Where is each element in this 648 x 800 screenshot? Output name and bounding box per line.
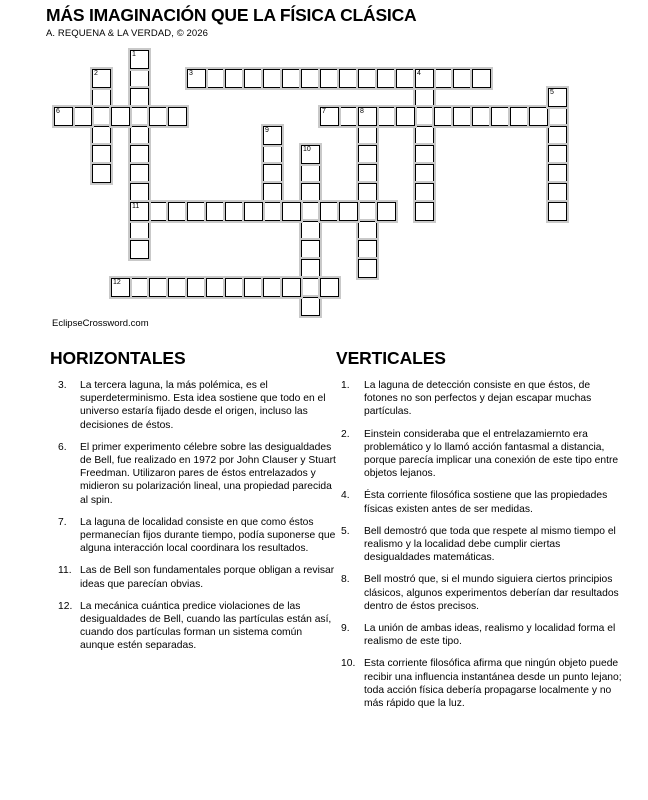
grid-cell[interactable] [415, 183, 434, 202]
grid-cell[interactable] [225, 202, 244, 221]
clue-item [336, 379, 626, 419]
grid-cell[interactable] [282, 69, 301, 88]
grid-cell[interactable] [510, 107, 529, 126]
across-clue-number: 12. [58, 600, 73, 612]
down-clue-text: Esta corriente filosófica afirma que ningún objeto puede recibir una influencia instantánea desde un punto lejano; toda acción física debería propagarse localmente y no más rápido que la luz. [364, 658, 622, 710]
cell-number: 7 [322, 108, 326, 115]
down-clue-text: Bell demostró que toda que respete al mismo tiempo el realismo y la localidad debe cumplir ciertas desigualdades matemáticas. [364, 525, 616, 564]
down-clue-number: 10. [341, 658, 356, 670]
grid-cell[interactable] [187, 202, 206, 221]
clue-item [50, 441, 336, 507]
grid-cell[interactable] [358, 221, 377, 240]
grid-cell[interactable] [339, 69, 358, 88]
grid-cell[interactable] [244, 202, 263, 221]
grid-cell[interactable] [130, 126, 149, 145]
grid-cell[interactable] [358, 202, 377, 221]
header [46, 6, 626, 39]
grid-cell[interactable] [130, 240, 149, 259]
grid-cell[interactable] [92, 107, 111, 126]
clue-item [50, 516, 336, 556]
grid-cell[interactable] [301, 240, 320, 259]
grid-cell[interactable] [377, 107, 396, 126]
grid-cell[interactable] [263, 145, 282, 164]
across-clue-number: 7. [58, 516, 67, 528]
across-clue-text: La tercera laguna, la más polémica, es el superdeterminismo. Esta idea sostiene que todo en el universo estaría fijado desde el origen, incluso las decisiones de éstos. [80, 380, 326, 431]
grid-cell[interactable] [301, 202, 320, 221]
grid-cell[interactable] [130, 107, 149, 126]
cell-number: 11 [132, 203, 140, 210]
grid-cell[interactable] [434, 69, 453, 88]
grid-cell[interactable] [548, 183, 567, 202]
grid-cell[interactable] [130, 202, 149, 221]
grid-cell[interactable] [282, 278, 301, 297]
clue-item [50, 600, 336, 653]
clue-item [336, 573, 626, 613]
cell-number: 6 [56, 108, 60, 115]
across-clue-number: 6. [58, 441, 67, 453]
clue-item [336, 489, 626, 515]
grid-cell[interactable] [339, 107, 358, 126]
grid-cell[interactable] [358, 183, 377, 202]
cell-number: 4 [417, 70, 421, 77]
grid-cell[interactable] [548, 126, 567, 145]
grid-cell[interactable] [130, 145, 149, 164]
grid-cell[interactable] [358, 240, 377, 259]
grid-cell[interactable] [415, 88, 434, 107]
down-clue-text: La unión de ambas ideas, realismo y localidad forma el realismo de este tipo. [364, 623, 616, 648]
grid-cell[interactable] [130, 50, 149, 69]
grid-cell[interactable] [130, 69, 149, 88]
across-clue-number: 3. [58, 380, 67, 391]
across-clue-text: El primer experimento célebre sobre las desigualdades de Bell, fue realizado en 1972 por John Clauser y Stuart Freedman. Utilizaron pares de éstos entrelazados y midieron su polarización lineal, una propiedad parecida al spin. [80, 441, 336, 506]
grid-cell[interactable] [92, 126, 111, 145]
grid-cell[interactable] [73, 107, 92, 126]
page-title: MÁS IMAGINACIÓN QUE LA FÍSICA CLÁSICA [46, 5, 417, 25]
grid-cell[interactable] [548, 107, 567, 126]
grid-cell[interactable] [225, 69, 244, 88]
down-clue-number: 9. [341, 623, 350, 635]
grid-cell[interactable] [548, 88, 567, 107]
grid-cell[interactable] [111, 107, 130, 126]
down-heading: VERTICALES [336, 348, 446, 368]
grid-cell[interactable] [168, 202, 187, 221]
grid-cell[interactable] [453, 107, 472, 126]
grid-cell[interactable] [92, 88, 111, 107]
grid-cell[interactable] [263, 202, 282, 221]
grid-cell[interactable] [320, 107, 339, 126]
grid-cell[interactable] [415, 202, 434, 221]
grid-cell[interactable] [358, 164, 377, 183]
down-clue-number: 8. [341, 574, 350, 586]
grid-cell[interactable] [396, 107, 415, 126]
clue-item [336, 622, 626, 648]
cell-number: 8 [360, 108, 364, 115]
down-clue-text: Bell mostró que, si el mundo siguiera ciertos principios clásicos, algunos experimentos deberían dar resultados dentro de éstos precisos. [364, 574, 619, 612]
down-clue-list [336, 379, 626, 710]
down-clue-number: 4. [341, 490, 350, 502]
down-clue-text: La laguna de detección consiste en que éstos, de fotones no son perfectos y dejan escapar muchas partículas. [364, 380, 592, 418]
grid-cell[interactable] [472, 69, 491, 88]
across-clues-column [50, 348, 336, 662]
grid-cell[interactable] [263, 183, 282, 202]
clue-item [50, 564, 336, 590]
across-clue-number: 11. [58, 565, 72, 577]
grid-cell[interactable] [358, 126, 377, 145]
grid-cell[interactable] [244, 278, 263, 297]
down-clues-column [336, 348, 626, 719]
down-clue-number: 2. [341, 428, 350, 440]
across-clue-list [50, 379, 336, 653]
grid-cell[interactable] [453, 69, 472, 88]
grid-cell[interactable] [320, 69, 339, 88]
cell-number: 1 [132, 51, 136, 58]
grid-cell[interactable] [415, 164, 434, 183]
grid-cell[interactable] [168, 278, 187, 297]
grid-cell[interactable] [187, 278, 206, 297]
grid-cell[interactable] [415, 145, 434, 164]
grid-cell[interactable] [168, 107, 187, 126]
grid-cell[interactable] [301, 259, 320, 278]
grid-cell[interactable] [111, 278, 130, 297]
crossword-grid[interactable] [0, 48, 648, 306]
grid-cell[interactable] [529, 107, 548, 126]
grid-cell[interactable] [263, 164, 282, 183]
clue-item [336, 657, 626, 710]
across-clue-text: La mecánica cuántica predice violaciones de las desigualdades de Bell, cuando las partículas están así, cuando dos partículas forman un sistema común aunque estén separadas. [80, 600, 332, 652]
across-clue-text: Las de Bell son fundamentales porque obligan a revisar ideas que parecían obvias. [80, 565, 335, 590]
grid-cell[interactable] [301, 145, 320, 164]
grid-cell[interactable] [263, 69, 282, 88]
grid-cell[interactable] [92, 69, 111, 88]
grid-cell[interactable] [415, 107, 434, 126]
across-heading: HORIZONTALES [50, 348, 186, 368]
grid-cell[interactable] [263, 278, 282, 297]
grid-cell[interactable] [301, 221, 320, 240]
cell-number: 9 [265, 127, 269, 134]
clue-item [336, 525, 626, 565]
grid-cell[interactable] [206, 69, 225, 88]
grid-cell[interactable] [130, 278, 149, 297]
grid-cell[interactable] [149, 202, 168, 221]
grid-cell[interactable] [377, 202, 396, 221]
grid-cell[interactable] [206, 202, 225, 221]
clues-area [0, 348, 648, 800]
grid-cell[interactable] [320, 202, 339, 221]
down-clue-text: Einstein consideraba que el entrelazamiernto era problemático y lo llamó acción fantasmal a distancia, porque parecía implicar una conexión de este tipo entre objetos lejanos. [364, 428, 619, 480]
grid-cell[interactable] [301, 183, 320, 202]
grid-cell[interactable] [415, 69, 434, 88]
grid-cell[interactable] [301, 278, 320, 297]
grid-cell[interactable] [301, 297, 320, 316]
grid-cell[interactable] [339, 202, 358, 221]
clue-item [336, 428, 626, 481]
grid-cell[interactable] [282, 202, 301, 221]
grid-cell[interactable] [92, 145, 111, 164]
cell-number: 10 [303, 146, 311, 153]
grid-cell[interactable] [130, 183, 149, 202]
grid-cell[interactable] [301, 164, 320, 183]
grid-cell[interactable] [434, 107, 453, 126]
credit-line: EclipseCrossword.com [52, 318, 149, 329]
down-clue-number: 1. [341, 380, 350, 391]
down-clue-text: Ésta corriente filosófica sostiene que las propiedades físicas existen antes de ser medidas. [364, 490, 608, 515]
grid-cell[interactable] [358, 69, 377, 88]
grid-cell[interactable] [206, 278, 225, 297]
grid-cell[interactable] [149, 107, 168, 126]
down-clue-number: 5. [341, 525, 350, 537]
grid-cell[interactable] [548, 202, 567, 221]
grid-cell[interactable] [187, 69, 206, 88]
grid-cell[interactable] [92, 164, 111, 183]
grid-cell[interactable] [263, 126, 282, 145]
grid-cell[interactable] [320, 278, 339, 297]
grid-cell[interactable] [225, 278, 244, 297]
grid-cell[interactable] [548, 145, 567, 164]
grid-cell[interactable] [472, 107, 491, 126]
cell-number: 3 [189, 70, 193, 77]
cell-number: 5 [550, 89, 554, 96]
clue-item [50, 379, 336, 432]
grid-cell[interactable] [415, 126, 434, 145]
grid-cell[interactable] [130, 164, 149, 183]
grid-cell[interactable] [149, 278, 168, 297]
cell-number: 2 [94, 70, 98, 77]
cell-number: 12 [113, 279, 121, 286]
grid-cell[interactable] [301, 69, 320, 88]
grid-cell[interactable] [377, 69, 396, 88]
grid-cell[interactable] [130, 88, 149, 107]
grid-cell[interactable] [244, 69, 263, 88]
grid-cell[interactable] [54, 107, 73, 126]
grid-cell[interactable] [548, 164, 567, 183]
grid-cell[interactable] [358, 107, 377, 126]
grid-cell[interactable] [396, 69, 415, 88]
grid-cell[interactable] [491, 107, 510, 126]
byline: A. REQUENA & LA VERDAD, © 2026 [46, 27, 209, 39]
grid-cell[interactable] [130, 221, 149, 240]
grid-cell[interactable] [358, 259, 377, 278]
across-clue-text: La laguna de localidad consiste en que como éstos permanecían fijos durante tiempo, podía suponerse que alguna interacción local coordinara los resultados. [80, 516, 336, 555]
grid-cell[interactable] [358, 145, 377, 164]
